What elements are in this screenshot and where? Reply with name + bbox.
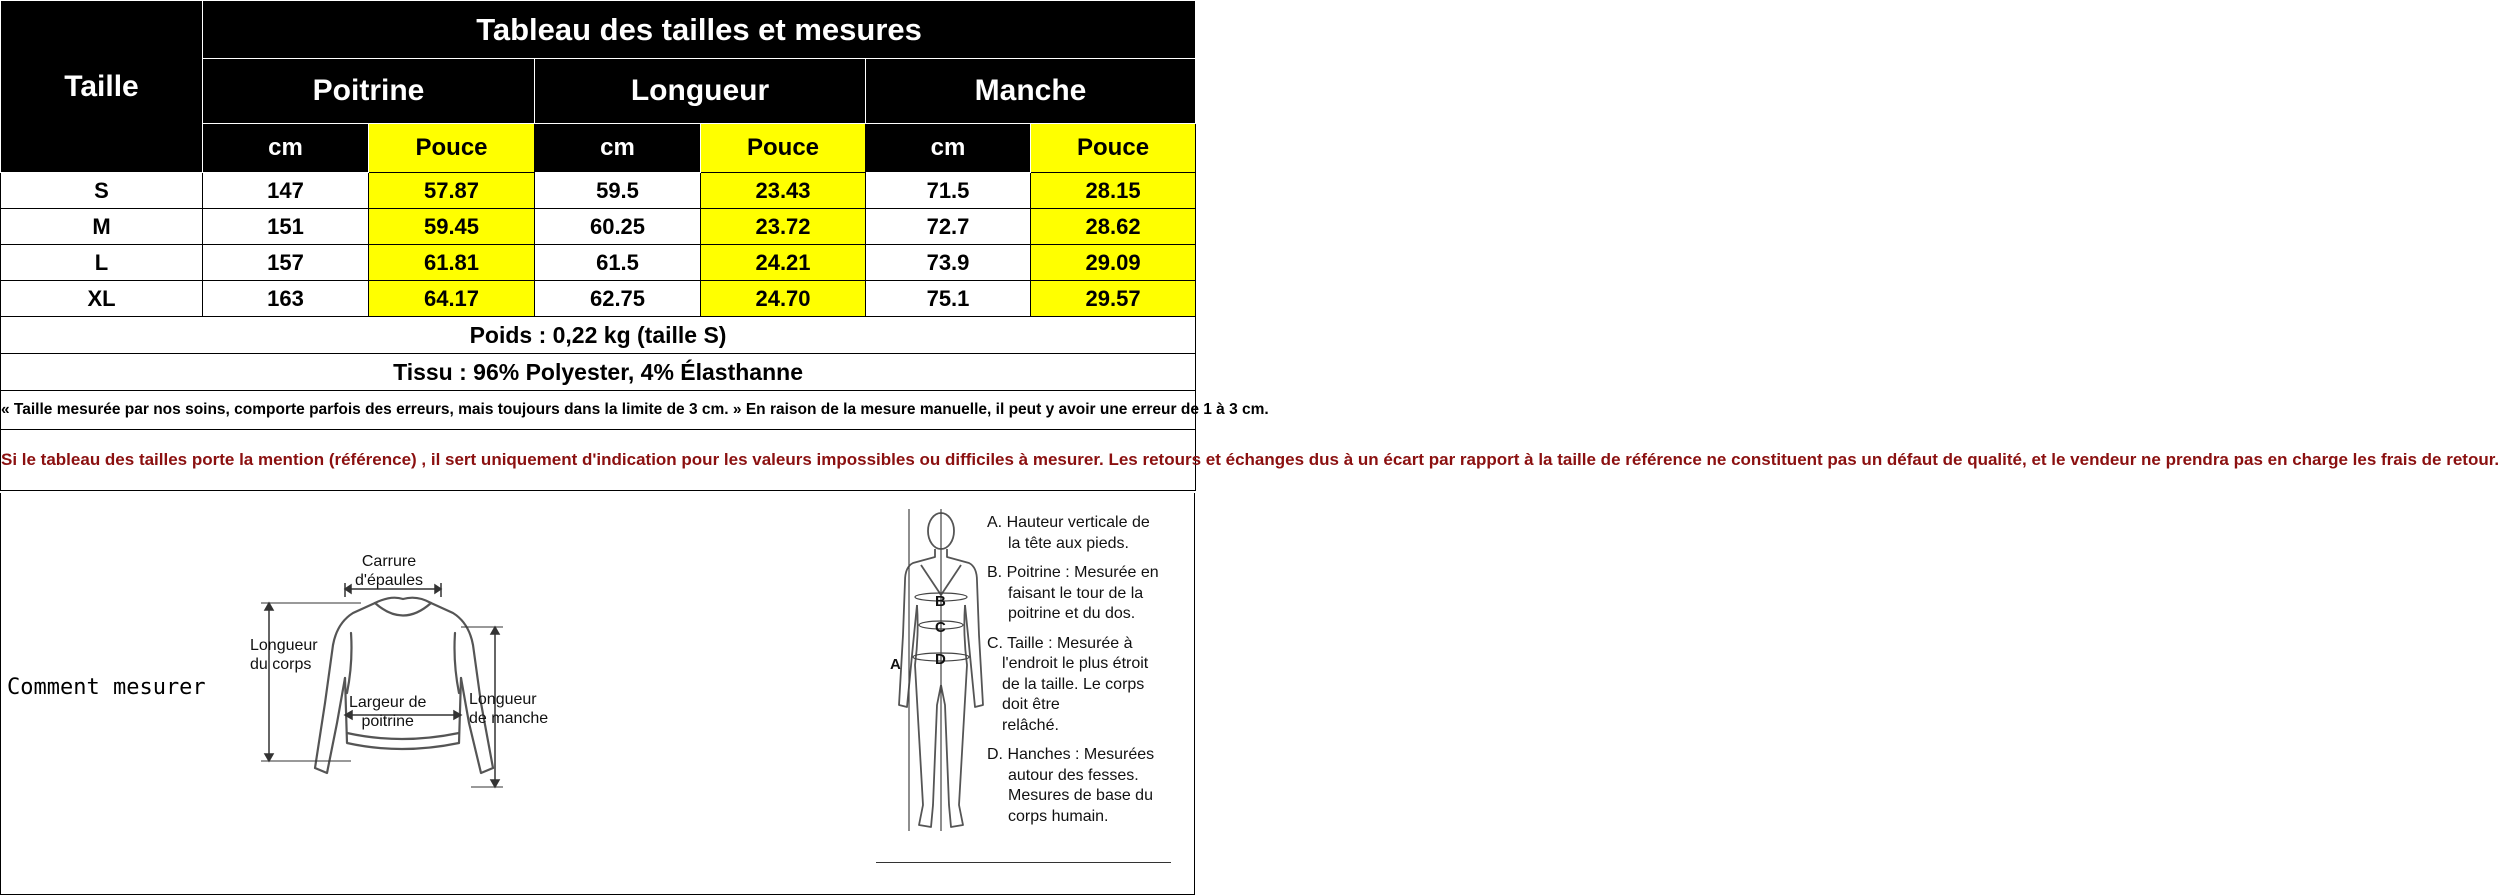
longueur-pouce-cell: 24.70	[701, 281, 866, 317]
manche-pouce-cell: 28.62	[1031, 209, 1196, 245]
poitrine-cm-cell: 163	[203, 281, 369, 317]
longueur-cm-cell: 60.25	[535, 209, 701, 245]
table-row	[1, 281, 1196, 317]
manche-pouce-cell: 29.57	[1031, 281, 1196, 317]
letter-b: B	[935, 593, 946, 610]
legend-d: D. Hanches : Mesurées autour des fesses. Mesures de base du corps humain.	[987, 746, 1155, 825]
measurement-note: « Taille mesurée par nos soins, comporte parfois des erreurs, mais toujours dans la limite de 3 cm. » En raison de la mesure manuelle, il peut y avoir une erreur de 1 à 3 cm.	[1, 391, 1196, 430]
unit-header-pouce: Pouce	[701, 124, 866, 173]
group-header-longueur: Longueur	[535, 59, 866, 124]
poitrine-pouce-cell: 64.17	[369, 281, 535, 317]
poitrine-pouce-cell: 57.87	[369, 173, 535, 209]
weight-info: Poids : 0,22 kg (taille S)	[1, 317, 1196, 354]
chest-width-label: Largeur de poitrine	[349, 694, 427, 730]
size-cell: L	[1, 245, 203, 281]
fabric-info: Tissu : 96% Polyester, 4% Élasthanne	[1, 354, 1196, 391]
body-length-label: Longueur du corps	[250, 637, 318, 673]
table-row	[1, 173, 1196, 209]
sleeve-length-label: Longueur de manche	[469, 691, 549, 727]
reference-warning: Si le tableau des tailles porte la mention (référence) , il sert uniquement d'indication pour les valeurs impossibles ou difficiles à mesurer. Les retours et échanges dus à un écart par rapport à la taille de référence ne constituent pas un défaut de qualité, et le vendeur ne prendra pas en charge les frais de retour.	[1, 430, 1196, 491]
letter-c: C	[935, 619, 946, 636]
unit-header-cm: cm	[535, 124, 701, 173]
unit-header-cm: cm	[203, 124, 369, 173]
manche-cm-cell: 75.1	[866, 281, 1031, 317]
legend-c: C. Taille : Mesurée à l'endroit le plus étroit de la taille. Le corps doit être relâché.	[987, 634, 1149, 734]
manche-cm-cell: 72.7	[866, 209, 1031, 245]
longueur-cm-cell: 59.5	[535, 173, 701, 209]
table-row	[1, 245, 1196, 281]
poitrine-cm-cell: 151	[203, 209, 369, 245]
manche-cm-cell: 73.9	[866, 245, 1031, 281]
table-row	[1, 209, 1196, 245]
table-title: Tableau des tailles et mesures	[203, 1, 1196, 59]
manche-pouce-cell: 29.09	[1031, 245, 1196, 281]
unit-header-pouce: Pouce	[369, 124, 535, 173]
group-header-manche: Manche	[866, 59, 1196, 124]
size-cell: S	[1, 173, 203, 209]
letter-d: D	[935, 651, 946, 668]
manche-pouce-cell: 28.15	[1031, 173, 1196, 209]
legend-underline	[876, 862, 1171, 863]
size-cell: M	[1, 209, 203, 245]
letter-a: A	[890, 656, 901, 673]
longueur-pouce-cell: 24.21	[701, 245, 866, 281]
group-header-poitrine: Poitrine	[203, 59, 535, 124]
measurement-legend	[987, 513, 1192, 836]
size-cell: XL	[1, 281, 203, 317]
longueur-cm-cell: 62.75	[535, 281, 701, 317]
shoulder-width-label: Carrure d'épaules	[355, 553, 423, 589]
poitrine-cm-cell: 147	[203, 173, 369, 209]
longueur-cm-cell: 61.5	[535, 245, 701, 281]
unit-header-cm: cm	[866, 124, 1031, 173]
size-column-header: Taille	[1, 1, 203, 173]
poitrine-pouce-cell: 61.81	[369, 245, 535, 281]
unit-header-pouce: Pouce	[1031, 124, 1196, 173]
longueur-pouce-cell: 23.43	[701, 173, 866, 209]
poitrine-cm-cell: 157	[203, 245, 369, 281]
how-to-measure-heading: Comment mesurer	[7, 675, 206, 700]
legend-a: A. Hauteur verticale de la tête aux pieds.	[987, 514, 1150, 552]
body-silhouette-icon	[881, 505, 1001, 857]
poitrine-pouce-cell: 59.45	[369, 209, 535, 245]
manche-cm-cell: 71.5	[866, 173, 1031, 209]
legend-b: B. Poitrine : Mesurée en faisant le tour de la poitrine et du dos.	[987, 564, 1159, 622]
sweater-diagram-icon	[241, 573, 571, 803]
longueur-pouce-cell: 23.72	[701, 209, 866, 245]
how-to-measure-section	[0, 493, 1195, 895]
